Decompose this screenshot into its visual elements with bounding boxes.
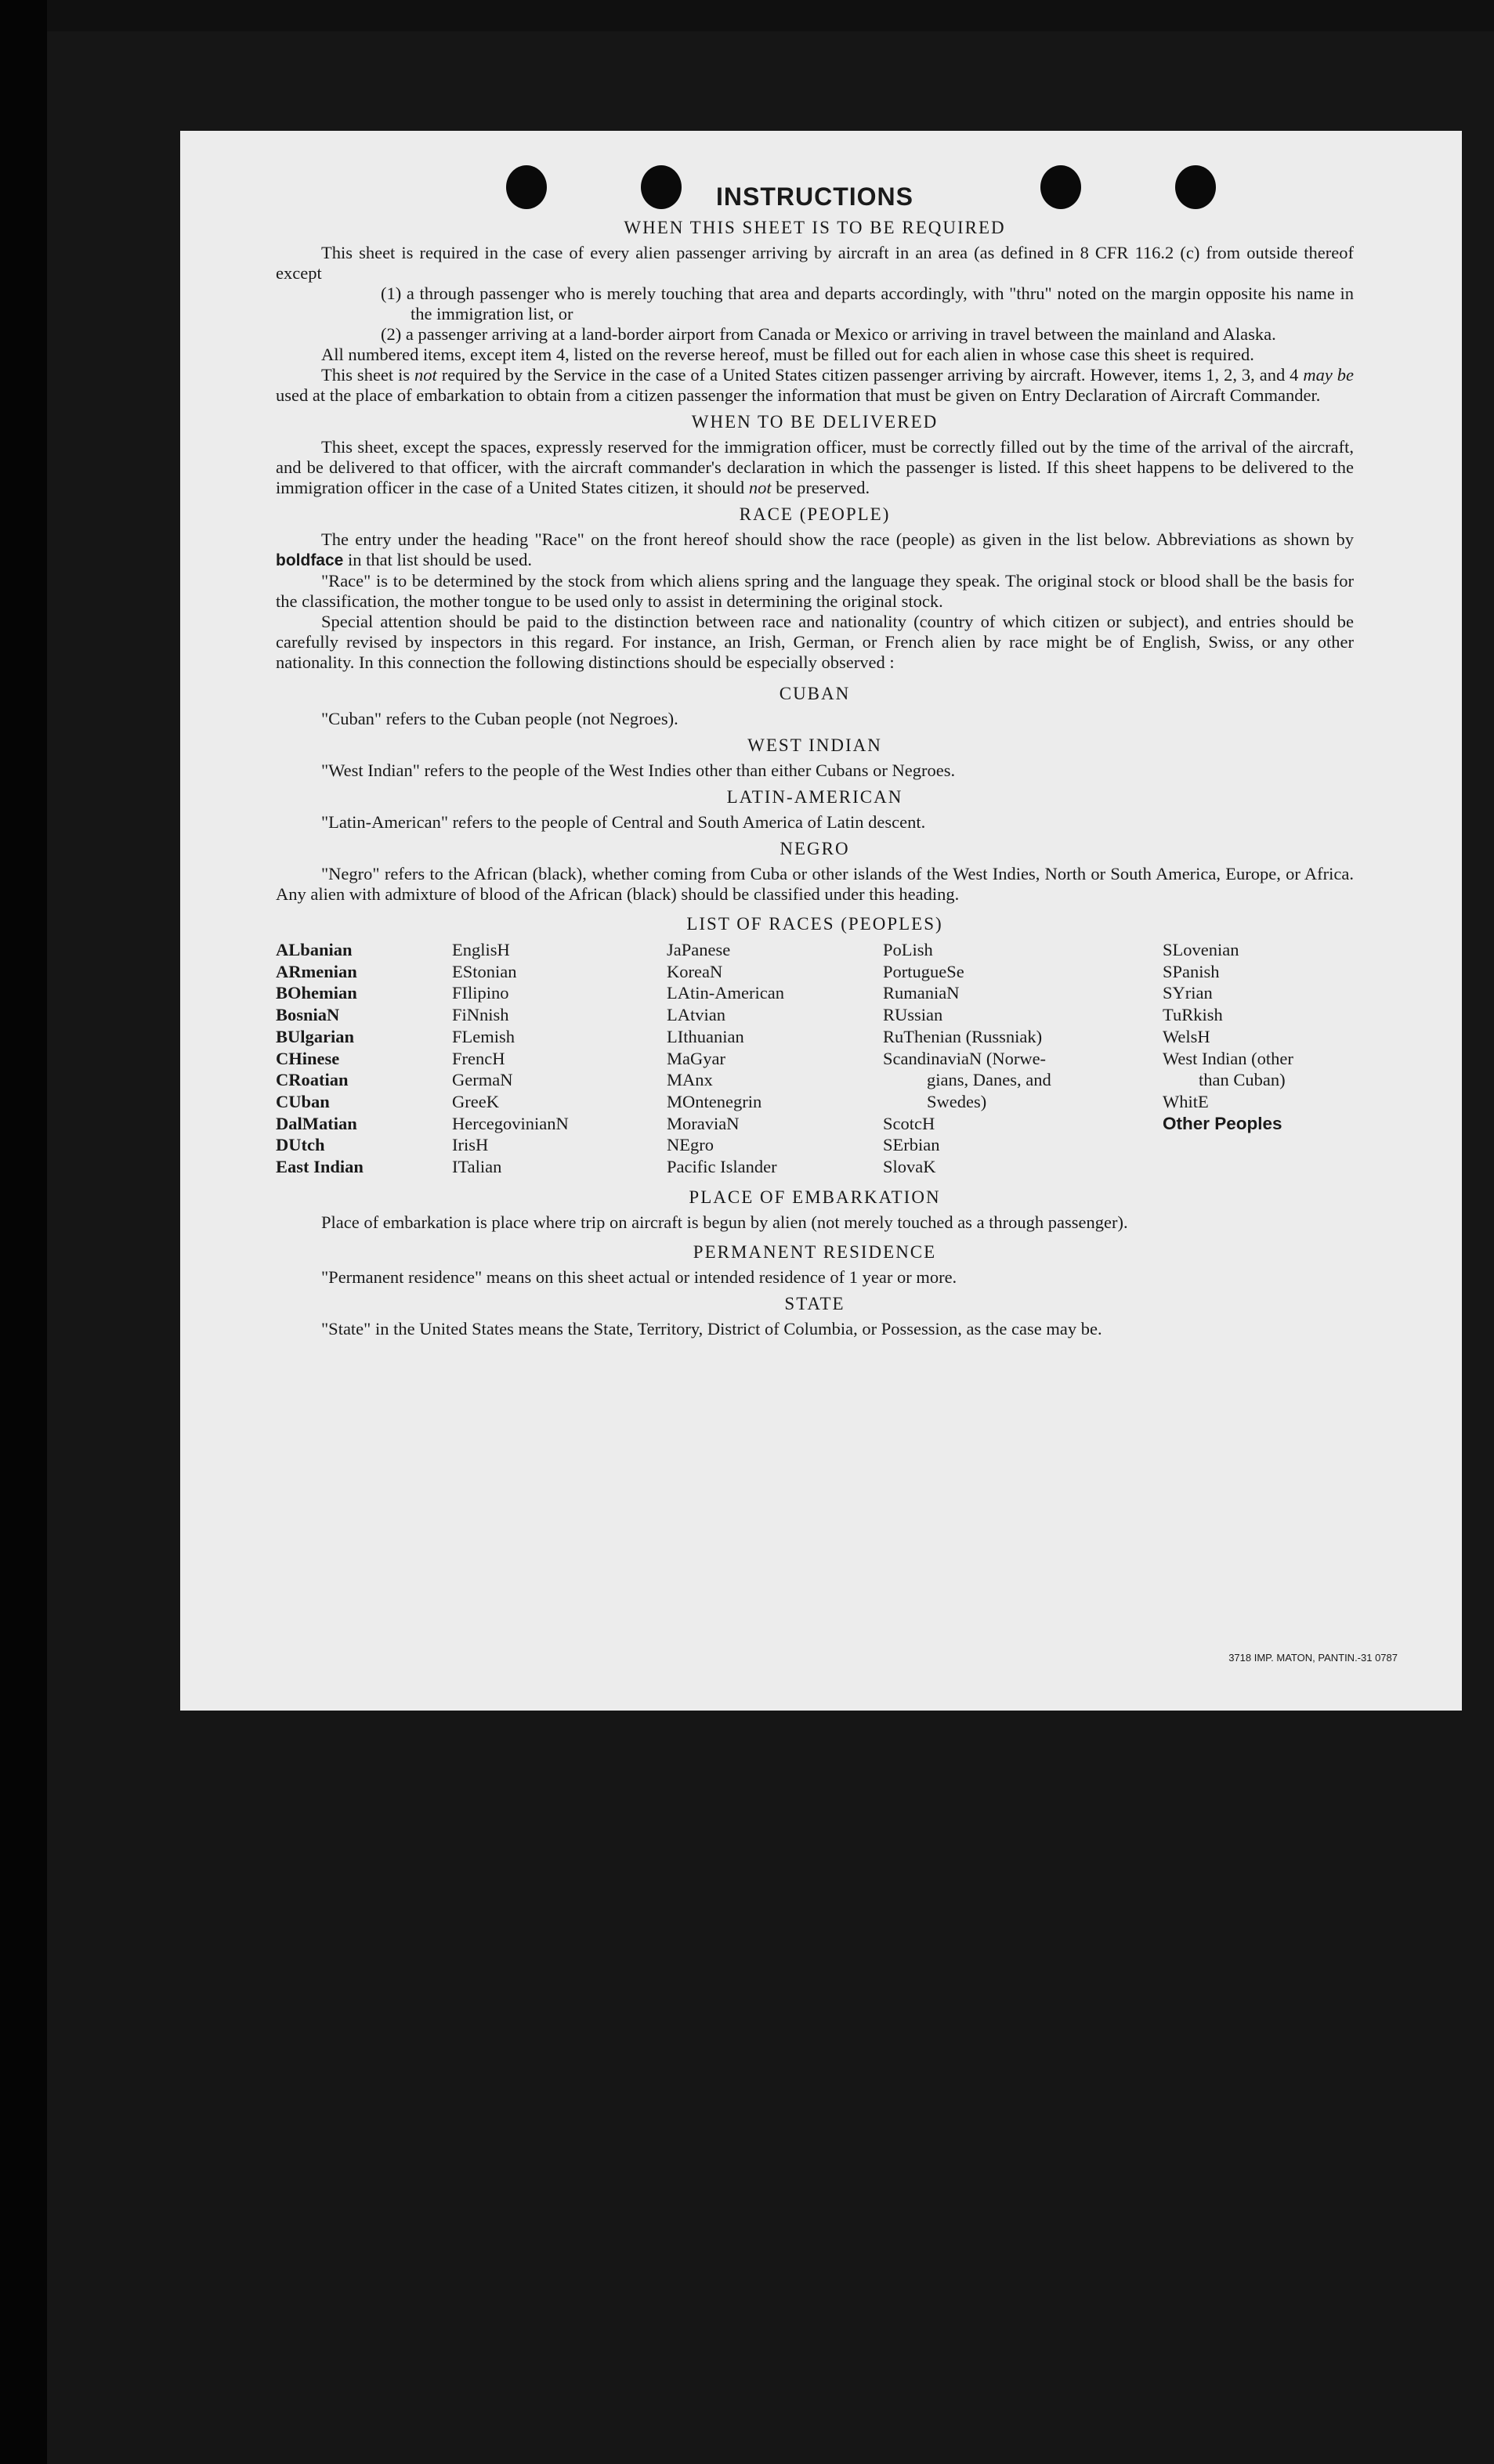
race-entry: West Indian (other xyxy=(1163,1048,1293,1068)
race-entry: SYrian xyxy=(1163,983,1213,1003)
race-paragraph-3: Special attention should be paid to the distinction between race and nationality (country of which citizen or subject), and entries should be carefully revised by inspectors in this regard. For instance, an Irish, German, or French alien by race might be of English, Swiss, or any other nationality. In this connection the following distinctions should be especially observed : xyxy=(276,612,1354,672)
exception-item-2: (2) a passenger arriving at a land-border airport from Canada or Mexico or arriving in travel between the mainland and Alaska. xyxy=(381,324,1276,344)
citizen-paragraph: This sheet is not required by the Service in the case of a United States citizen passenger arriving by aircraft. However, items 1, 2, 3, and 4 may be used at the place of embarkation to obtain from a citizen passenger the information that must be given on Entry Declaration of Aircraft Commander. xyxy=(276,365,1354,405)
heading-when-delivered: WHEN TO BE DELIVERED xyxy=(691,412,939,432)
heading-list-of-races: LIST OF RACES (PEOPLES) xyxy=(686,914,943,934)
page-title: INSTRUCTIONS xyxy=(716,182,913,211)
race-entry: FrencH xyxy=(452,1048,505,1068)
race-entry: CRoatian xyxy=(276,1070,349,1090)
race-entry: ARmenian xyxy=(276,961,357,981)
race-entry: ITalian xyxy=(452,1157,502,1177)
punch-hole-2 xyxy=(641,165,682,209)
race-entry: CUban xyxy=(276,1091,330,1111)
race-entry: DalMatian xyxy=(276,1113,357,1133)
race-entry: EnglisH xyxy=(452,940,510,959)
race-entry: SErbian xyxy=(883,1135,940,1155)
race-entry: PoLish xyxy=(883,940,933,959)
race-entry: ScotcH xyxy=(883,1113,935,1133)
races-column-4 xyxy=(883,939,1163,1178)
race-entry-other-peoples: Other Peoples xyxy=(1163,1113,1282,1133)
race-entry: SPanish xyxy=(1163,961,1220,981)
race-entry: LAtvian xyxy=(667,1005,725,1025)
race-entry: WelsH xyxy=(1163,1026,1210,1046)
race-entry: SlovaK xyxy=(883,1157,936,1177)
race-entry: Pacific Islander xyxy=(667,1157,777,1177)
race-entry-continued: Swedes) xyxy=(927,1091,987,1111)
race-entry: GreeK xyxy=(452,1091,499,1111)
races-list xyxy=(276,939,1354,1178)
race-entry: BosniaN xyxy=(276,1005,340,1025)
race-entry: TuRkish xyxy=(1163,1005,1223,1025)
race-entry: WhitE xyxy=(1163,1091,1209,1111)
race-entry: MOntenegrin xyxy=(667,1091,762,1111)
heading-race: RACE (PEOPLE) xyxy=(739,504,891,524)
punch-hole-4 xyxy=(1175,165,1216,209)
heading-negro: NEGRO xyxy=(780,839,850,858)
race-entry: LIthuanian xyxy=(667,1026,744,1046)
race-entry: DUtch xyxy=(276,1135,325,1155)
latin-american-definition: "Latin-American" refers to the people of Central and South America of Latin descent. xyxy=(321,812,926,832)
races-column-3 xyxy=(667,939,883,1178)
race-entry: MaGyar xyxy=(667,1048,725,1068)
punch-hole-1 xyxy=(506,165,547,209)
race-entry: NEgro xyxy=(667,1135,714,1155)
west-indian-definition: "West Indian" refers to the people of the West Indies other than either Cubans or Negroes. xyxy=(321,761,956,780)
races-column-5 xyxy=(1163,939,1366,1178)
races-column-2 xyxy=(452,939,667,1178)
heading-latin-american: LATIN-AMERICAN xyxy=(726,787,903,807)
race-entry: RuThenian (Russniak) xyxy=(883,1026,1043,1046)
heading-cuban: CUBAN xyxy=(779,684,851,703)
intro-paragraph: This sheet is required in the case of every alien passenger arriving by aircraft in an area (as defined in 8 CFR 116.2 (c) from outside thereof except xyxy=(276,243,1354,283)
race-entry: CHinese xyxy=(276,1048,340,1068)
scan-border-top xyxy=(47,0,1494,31)
state-definition: "State" in the United States means the State, Territory, District of Columbia, or Possession, as the case may be. xyxy=(321,1318,1102,1339)
race-entry: BOhemian xyxy=(276,983,357,1003)
heading-embarkation: PLACE OF EMBARKATION xyxy=(689,1187,941,1207)
race-entry: HercegovinianN xyxy=(452,1113,569,1133)
race-paragraph-2: "Race" is to be determined by the stock from which aliens spring and the language they speak. The original stock or blood shall be the basis for the classification, the mother tongue to be used only to assist in determining the original stock. xyxy=(276,571,1354,611)
race-entry: GermaN xyxy=(452,1070,513,1090)
heading-permanent-residence: PERMANENT RESIDENCE xyxy=(693,1241,937,1262)
delivered-paragraph: This sheet, except the spaces, expressly reserved for the immigration officer, must be correctly filled out by the time of the arrival of the aircraft, and be delivered to that officer, with the aircraft commander's declaration in which the passenger is listed. If this sheet happens to be delivered to the immigration officer in the case of a United States citizen, it should not be preserved. xyxy=(276,437,1354,497)
race-entry: RumaniaN xyxy=(883,983,960,1003)
heading-state: STATE xyxy=(784,1293,845,1313)
residence-definition: "Permanent residence" means on this sheet actual or intended residence of 1 year or more. xyxy=(321,1266,957,1287)
race-entry-continued: gians, Danes, and xyxy=(927,1070,1051,1090)
race-entry: SLovenian xyxy=(1163,940,1239,959)
heading-west-indian: WEST INDIAN xyxy=(747,735,882,755)
race-entry: East Indian xyxy=(276,1157,364,1177)
race-entry: FLemish xyxy=(452,1026,515,1046)
race-entry: FIlipino xyxy=(452,983,509,1003)
race-entry: ScandinaviaN (Norwe- xyxy=(883,1048,1047,1068)
race-entry-continued: than Cuban) xyxy=(1199,1070,1286,1090)
printer-code: 3718 IMP. MATON, PANTIN.-31 0787 xyxy=(1228,1652,1398,1664)
race-entry: LAtin-American xyxy=(667,983,784,1003)
race-entry: JaPanese xyxy=(667,940,731,959)
embarkation-definition: Place of embarkation is place where trip on aircraft is begun by alien (not merely touched as a through passenger). xyxy=(321,1212,1128,1232)
races-column-1 xyxy=(276,939,452,1178)
race-entry: MoraviaN xyxy=(667,1113,740,1133)
scan-border-left xyxy=(0,0,47,2464)
race-entry: FiNnish xyxy=(452,1005,509,1025)
cuban-definition: "Cuban" refers to the Cuban people (not Negroes). xyxy=(321,709,678,728)
race-entry: MAnx xyxy=(667,1070,713,1090)
exception-item-1: (1) a through passenger who is merely touching that area and departs accordingly, with "thru" noted on the margin opposite his name in the immigration list, or xyxy=(381,284,1354,323)
race-entry: KoreaN xyxy=(667,961,723,981)
negro-definition: "Negro" refers to the African (black), whether coming from Cuba or other islands of the West Indies, North or South America, Europe, or Africa. Any alien with admixture of blood of the African (black) should be classified under this heading. xyxy=(276,864,1354,904)
race-entry: BUlgarian xyxy=(276,1026,355,1046)
instruction-sheet xyxy=(180,131,1462,1711)
punch-hole-3 xyxy=(1040,165,1081,209)
race-entry: PortugueSe xyxy=(883,961,964,981)
race-entry: EStonian xyxy=(452,961,517,981)
race-entry: ALbanian xyxy=(276,940,353,959)
race-entry: RUssian xyxy=(883,1005,943,1025)
race-entry: IrisH xyxy=(452,1135,489,1155)
race-paragraph-1: The entry under the heading "Race" on the front hereof should show the race (people) as given in the list below. Abbreviations as shown by boldface in that list should be used. xyxy=(276,529,1354,569)
numbered-items-paragraph: All numbered items, except item 4, listed on the reverse hereof, must be filled out for each alien in whose case this sheet is required. xyxy=(321,345,1254,364)
heading-when-required: WHEN THIS SHEET IS TO BE REQUIRED xyxy=(624,218,1006,237)
